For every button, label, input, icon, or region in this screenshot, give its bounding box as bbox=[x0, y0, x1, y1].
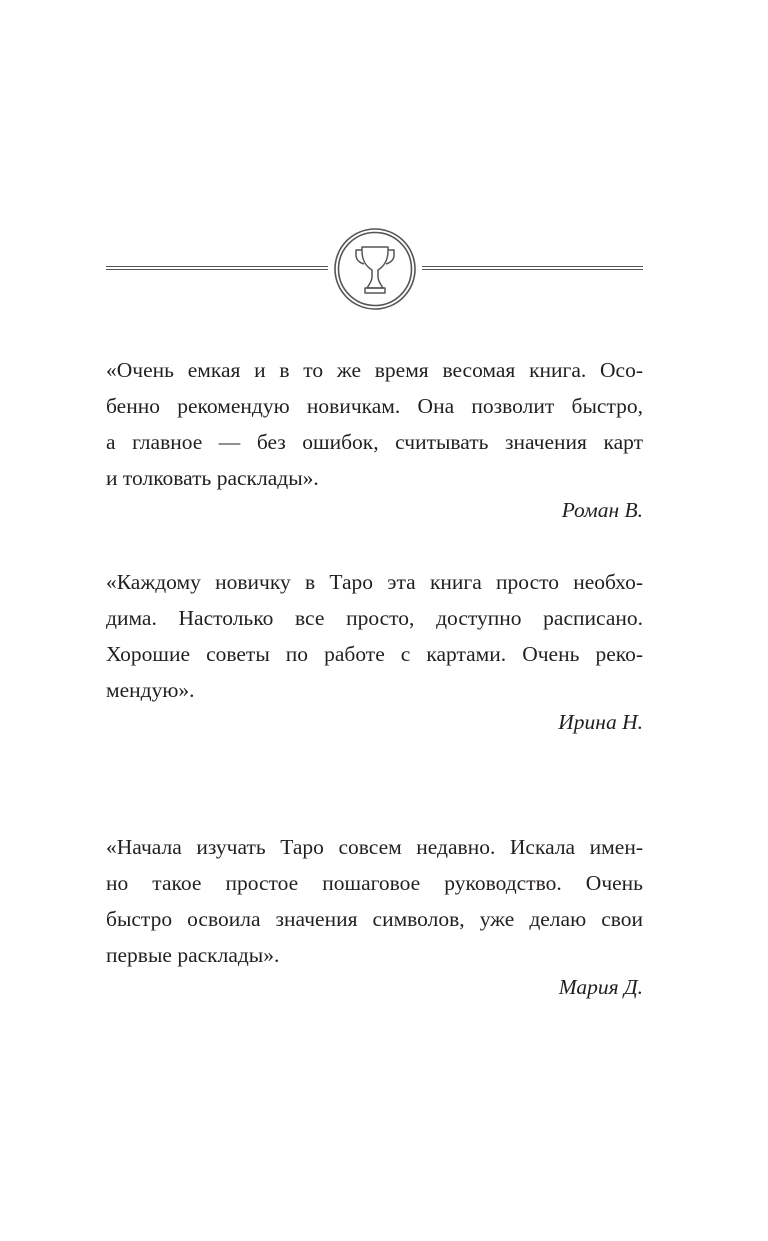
review-line: дима. Настолько все просто, доступно расписано. bbox=[106, 606, 643, 630]
review-3 bbox=[106, 829, 643, 973]
review-line: бенно рекомендую новичкам. Она позволит быстро, bbox=[106, 394, 643, 418]
review-author: Роман В. bbox=[561, 498, 643, 522]
review-2 bbox=[106, 564, 643, 708]
review-line: «Начала изучать Таро совсем недавно. Искала имен- bbox=[106, 835, 643, 859]
review-line: быстро освоила значения символов, уже делаю свои bbox=[106, 907, 643, 931]
review-author: Ирина Н. bbox=[558, 710, 643, 734]
divider-left bbox=[106, 266, 328, 270]
divider-right bbox=[422, 266, 643, 270]
review-line: первые расклады». bbox=[106, 943, 280, 967]
trophy-icon bbox=[333, 227, 417, 311]
review-line: «Очень емкая и в то же время весомая книга. Осо- bbox=[106, 358, 643, 382]
review-line: «Каждому новичку в Таро эта книга просто необхо- bbox=[106, 570, 643, 594]
review-author: Мария Д. bbox=[558, 975, 643, 999]
review-1 bbox=[106, 352, 643, 496]
review-line: а главное — без ошибок, считывать значения карт bbox=[106, 430, 643, 454]
review-line: мендую». bbox=[106, 678, 195, 702]
review-line: но такое простое пошаговое руководство. Очень bbox=[106, 871, 643, 895]
review-line: и толковать расклады». bbox=[106, 466, 319, 490]
review-line: Хорошие советы по работе с картами. Очень реко- bbox=[106, 642, 643, 666]
